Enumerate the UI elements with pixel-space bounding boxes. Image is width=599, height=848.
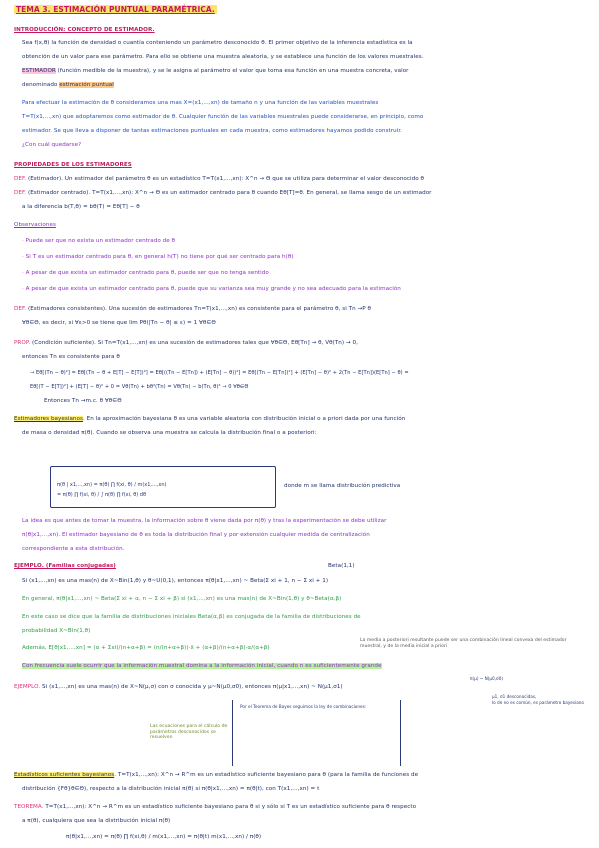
intro-p2: Para efectuar la estimación de θ consideramos una mas X=(x1,...,xn) de tamaño n y una función de las variables muestrales	[22, 100, 379, 106]
obs-item	[22, 270, 269, 277]
def-tag: DEF.	[14, 306, 27, 312]
teorema-tag: TEOREMA.	[14, 804, 44, 810]
divider	[232, 700, 233, 766]
bayes-text: . En la aproximación bayesiana θ es una variable aleatoria con distribución inicial o a priori dada por una función	[82, 416, 406, 422]
example1-text: probabilidad X~Bin(1,θ)	[22, 628, 91, 634]
formula-note: donde m se llama distribución predictiva	[284, 483, 401, 489]
posterior-formula-box	[50, 466, 276, 508]
obs-item	[22, 254, 294, 261]
obs-item	[22, 286, 401, 293]
example2-side-b: μ1, σ1 desconocidas,	[492, 694, 537, 699]
example2	[14, 684, 343, 691]
prop-text: (Condición suficiente). Si Tn=T(x1,...,xn) es una sucesión de estimadores tales que ∀θ∈Θ, Eθ[Tn] → θ, Vθ(Tn) → 0,	[32, 340, 358, 346]
observaciones-heading: Observaciones	[14, 222, 56, 228]
prop-tag: PROP.	[14, 340, 31, 346]
suficientes-bayes	[14, 772, 418, 779]
prop-proof: Entonces Tn →m.c. θ ∀θ∈Θ	[44, 398, 122, 404]
posterior-formula-left: π(θ | x1,...,xn) = π(θ) ∏ f(xi, θ) / m(x1,...,xn)	[57, 482, 167, 488]
prop-suficiente	[14, 340, 358, 347]
intro-text-cont: (función medible de la muestra), y se le asigna al parámetro el valor que toma esa función en una muestra concreta, valor	[55, 68, 409, 74]
bayes-comment: π(θ|x1,...,xn). El estimador bayesiano de θ es toda la distribución final y por extensión cualquier medida de centralización	[22, 532, 370, 538]
teorema	[14, 804, 416, 811]
def-tag: DEF.	[14, 176, 27, 182]
def-tag: DEF.	[14, 190, 27, 196]
props-heading: PROPIEDADES DE LOS ESTIMADORES	[14, 162, 132, 168]
obs-text: A pesar de que exista un estimador centrado para θ, puede que su varianza sea muy grande y no sea adecuado para la estimación	[25, 286, 401, 292]
bullet-icon: ·	[22, 270, 26, 276]
suficientes-text: . T=T(x1,...,xn): X^n → R^m es un estadístico suficiente bayesiano para θ (para la familia de funciones de	[114, 772, 419, 778]
example-tag: EJEMPLO.	[14, 684, 41, 690]
bayes-intro	[14, 416, 405, 423]
divider	[400, 700, 401, 766]
def-centrado-cont: a la diferencia b(T,θ) = bθ(T) = Eθ[T] − θ	[22, 204, 140, 210]
def-centrado	[14, 190, 432, 197]
def-text: (Estimador). Un estimador del parámetro θ es un estadístico T=T(x1,...,xn): X^n → Θ que se utiliza para determinar el valor desconocido θ	[27, 176, 424, 182]
intro-text: obtención de un valor para ese parámetro. Para ello se obtiene una muestra aleatoria, y se establece una función de los valores muestrales.	[22, 54, 424, 60]
obs-text: A pesar de que exista un estimador centrado para θ, puede ser que no tenga sentido	[25, 270, 269, 276]
intro-heading: INTRODUCCIÓN: CONCEPTO DE ESTIMADOR.	[14, 27, 155, 33]
example2-mid-note: Por el Teorema de Bayes seguimos la ley de combinaciones:	[240, 704, 367, 709]
suficientes-text: distribución {Fθ}θ∈Θ), respecto a la distribución inicial π(θ) si π(θ|x1,...,xn) = π(θ|t), con T(x1,...,xn) = t	[22, 786, 320, 792]
bullet-icon: ·	[22, 254, 26, 260]
intro-text	[22, 82, 114, 89]
bayes-text: de masa o densidad π(θ). Cuando se observa una muestra se calcula la distribución final o a posteriori:	[22, 430, 317, 436]
prop-proof: Eθ[(T − E[T])²] + (E[T] − θ)² + 0 = Vθ(Tn) + bθ²(Tn) = Vθ(Tn) − b(Tn, θ)² → 0 ∀θ∈Θ	[30, 384, 249, 390]
obs-item	[22, 238, 175, 245]
intro-p2: estimador. Se que lleva a disponer de tantas estimaciones puntuales en cada muestra, como estimadores hayamos podido construir.	[22, 128, 402, 134]
intro-text: Sea f(x,θ) la función de densidad o cuantía conteniendo un parámetro desconocido θ. El primer objetivo de la inferencia estadística es la	[22, 40, 413, 46]
bullet-icon: ·	[22, 286, 26, 292]
def-consistentes-cont: ∀θ∈Θ, es decir, si ∀ε>0 se tiene que lim Pθ(|Tn − θ| ≤ ε) = 1 ∀θ∈Θ	[22, 320, 216, 326]
prop-text: entonces Tn es consistente para θ	[22, 354, 120, 360]
example1-mean: Además, E[θ|x1,...,xn] = (α + Σxi)/(n+α+β) = (n/(n+α+β))·x̄ + (α+β)/(n+α+β)·α/(α+β)	[22, 645, 270, 651]
def-estimador	[14, 176, 424, 183]
obs-text: Si T es un estimador centrado para θ, en general h(T) no tiene por qué ser centrado para h(θ)	[25, 254, 294, 260]
def-consistentes	[14, 306, 371, 313]
example2-text: Si (x1,...,xn) es una mas(n) de X~N(μ,σ) con σ conocida y μ~N(μ0,σ0), entonces π(μ|x1,...,xn) ~ N(μ1,σ1)	[42, 684, 343, 690]
example2-side-a: π(μ) ~ N(μ0,σ0)	[470, 676, 504, 681]
posterior-formula-right: = π(θ) ∏ f(xi, θ) / ∫ π(θ) ∏ f(xi, θ) dθ	[57, 492, 147, 498]
example1-text: En general, π(θ|x1,...,xn) ~ Beta(Σ xi + α, n − Σ xi + β) si (x1,...,xn) es una mas(n) de X~Bin(1,θ) y θ~Beta(α,β)	[22, 596, 342, 602]
intro-text	[22, 68, 409, 75]
title-text: TEMA 3. ESTIMACIÓN PUNTUAL PARAMÉTRICA.	[16, 5, 215, 14]
example1-conclusion	[22, 663, 382, 670]
estimacion-term: estimación puntual	[59, 82, 114, 88]
def-text: (Estimador centrado). T=T(x1,...,xn): X^n → Θ es un estimador centrado para θ cuando Eθ[T]=θ. En general, se llama sesgo de un estimador	[27, 190, 432, 196]
example1-text: En este caso se dice que la familia de distribuciones iniciales Beta(α,β) es conjugada de la familia de distribuciones de	[22, 614, 361, 620]
intro-p2: T=T(x1,...,xn) que adoptaremos como estimador de θ. Cualquier función de las variables muestrales puede considerarse, en principio, como	[22, 114, 424, 120]
example2-side-c: lo de no es común, es parámetro bayesiano	[492, 700, 584, 705]
teorema-text: T=T(x1,...,xn): X^n → R^m es un estadístico suficiente bayesiano para θ si y sólo si T es un estadístico suficiente para θ respecto	[45, 804, 417, 810]
bayes-heading: Estimadores bayesianos	[14, 416, 83, 422]
def-text: (Estimadores consistentes). Una sucesión de estimadores Tn=T(x1,...,xn) es consistente para el parámetro θ, si Tn →P θ	[27, 306, 371, 312]
bayes-comment: correspondiente a esta distribución.	[22, 546, 125, 552]
teorema-text: a π(θ), cualquiera que sea la distribución inicial π(θ)	[22, 818, 171, 824]
obs-text: Puede ser que no exista un estimador centrado de θ	[25, 238, 176, 244]
example1-heading: EJEMPLO. (Familias conjugadas)	[14, 563, 116, 569]
example2-box-note: Las ecuaciones para el cálculo de parámetros desconocidos se resuelven	[150, 724, 228, 741]
bayes-comment: La idea es que antes de tomar la muestra, la información sobre θ viene dada por π(θ) y tras la experimentación se debe utilizar	[22, 518, 387, 524]
suficientes-heading: Estadísticos suficientes bayesianos	[14, 772, 115, 778]
bullet-icon: ·	[22, 238, 26, 244]
page-title	[14, 6, 217, 13]
intro-question: ¿Con cuál quedarse?	[22, 142, 82, 148]
example1-side-note: La media a posteriori resultante puede ser una combinación lineal convexa del estimador muestral, y de la media inicial a priori	[360, 638, 567, 649]
conclusion-text: Con frecuencia suele ocurrir que la información muestral domina a la información inicial, cuando n es suficientemente grande	[22, 663, 382, 669]
prop-proof: → Eθ[(Tn − θ)²] = Eθ[(Tn − θ + E[T] − E[T])²] = Eθ[((Tn − E[Tn]) + (E[Tn] − θ))²] = Eθ[(Tn − E[Tn])²] + (E[Tn] − θ)² + 2(Tn − E[Tn])(E[Tn] − θ) =	[30, 370, 409, 376]
example1-text: Si (x1,...,xn) es una mas(n) de X~Bin(1,θ) y θ~U(0,1), entonces π(θ|x1,...,xn) ~ Beta(Σ xi + 1, n − Σ xi + 1)	[22, 578, 329, 584]
teorema-formula: π(θ|x1,...,xn) = π(θ) ∏ f(xi,θ) / m(x1,...,xn) = π(θ|t) m(x1,...,xn) / π(θ)	[66, 834, 262, 840]
beta-label: Beta(1,1)	[328, 563, 355, 569]
estimador-term: ESTIMADOR	[22, 68, 56, 74]
intro-text-lead: denominado	[22, 82, 60, 88]
